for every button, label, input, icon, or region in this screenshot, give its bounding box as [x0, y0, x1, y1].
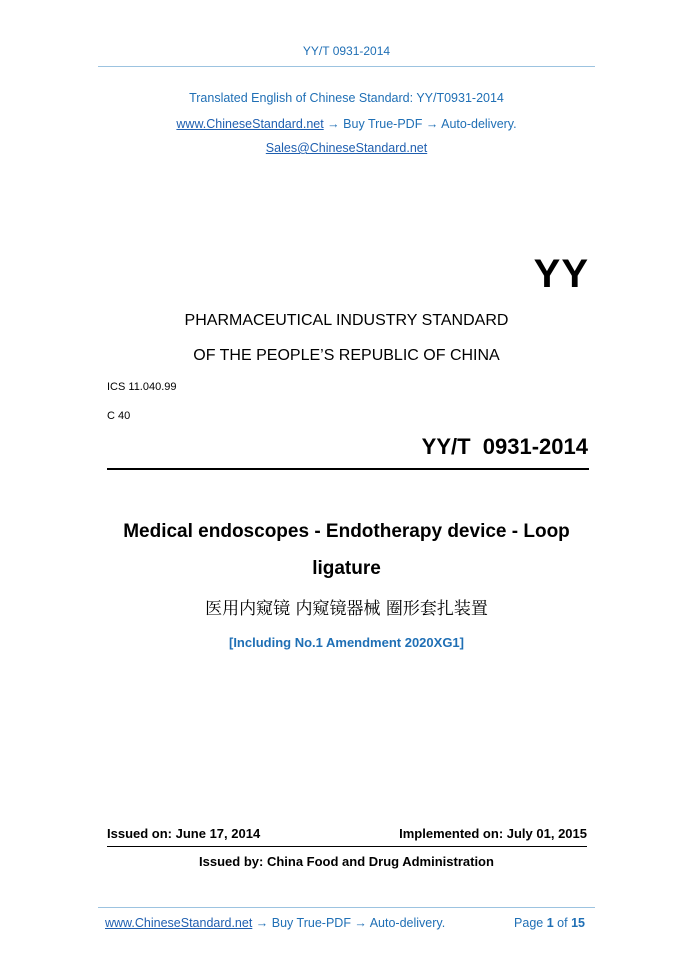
translation-note: Translated English of Chinese Standard: YY/T0931-2014 [189, 91, 504, 105]
page-label: Page [514, 916, 544, 930]
purchase-line [0, 117, 693, 131]
ccs-code: C 40 [107, 410, 131, 422]
arrow-right-icon: → [323, 117, 344, 131]
title-chinese: 医用内窥镜 内窥镜器械 圈形套扎装置 [205, 599, 488, 619]
title-line-1: Medical endoscopes - Endotherapy device - Loop [123, 521, 570, 542]
industry-line-2: OF THE PEOPLE’S REPUBLIC OF CHINA [193, 347, 500, 364]
page-number: 1 [546, 916, 554, 930]
issued-on: Issued on: June 17, 2014 [107, 826, 261, 841]
footer-website-link[interactable]: www.ChineseStandard.net [105, 916, 253, 930]
standard-number: YY/T 0931-2014 [421, 434, 588, 459]
arrow-right-icon: → [422, 117, 442, 131]
page-indicator [514, 916, 585, 930]
title-line-2: ligature [312, 558, 381, 579]
footer-delivery-text: Auto-delivery. [369, 916, 446, 930]
page-total: 15 [571, 916, 585, 930]
dates-rule [107, 846, 587, 847]
footer-rule [98, 907, 595, 908]
arrow-right-icon: → [252, 916, 272, 930]
email-link[interactable]: Sales@ChineseStandard.net [265, 141, 428, 155]
standard-code-mark: YY [533, 252, 589, 296]
website-link[interactable]: www.ChineseStandard.net [176, 117, 324, 131]
buy-text: Buy True-PDF [343, 117, 423, 131]
implemented-on: Implemented on: July 01, 2015 [399, 826, 587, 841]
standard-number-rule [107, 468, 589, 470]
footer-buy-text: Buy True-PDF [271, 916, 351, 930]
header-rule [98, 66, 595, 67]
industry-line-1: PHARMACEUTICAL INDUSTRY STANDARD [184, 312, 509, 329]
amendment-note: [Including No.1 Amendment 2020XG1] [228, 635, 464, 650]
arrow-right-icon: → [350, 916, 370, 930]
running-header: YY/T 0931-2014 [302, 44, 391, 58]
footer-purchase-line [105, 916, 445, 930]
delivery-text: Auto-delivery. [441, 117, 517, 131]
of-label: of [557, 916, 568, 930]
ics-code: ICS 11.040.99 [107, 381, 177, 393]
issued-by: Issued by: China Food and Drug Administration [199, 854, 494, 869]
email-line [0, 141, 693, 155]
